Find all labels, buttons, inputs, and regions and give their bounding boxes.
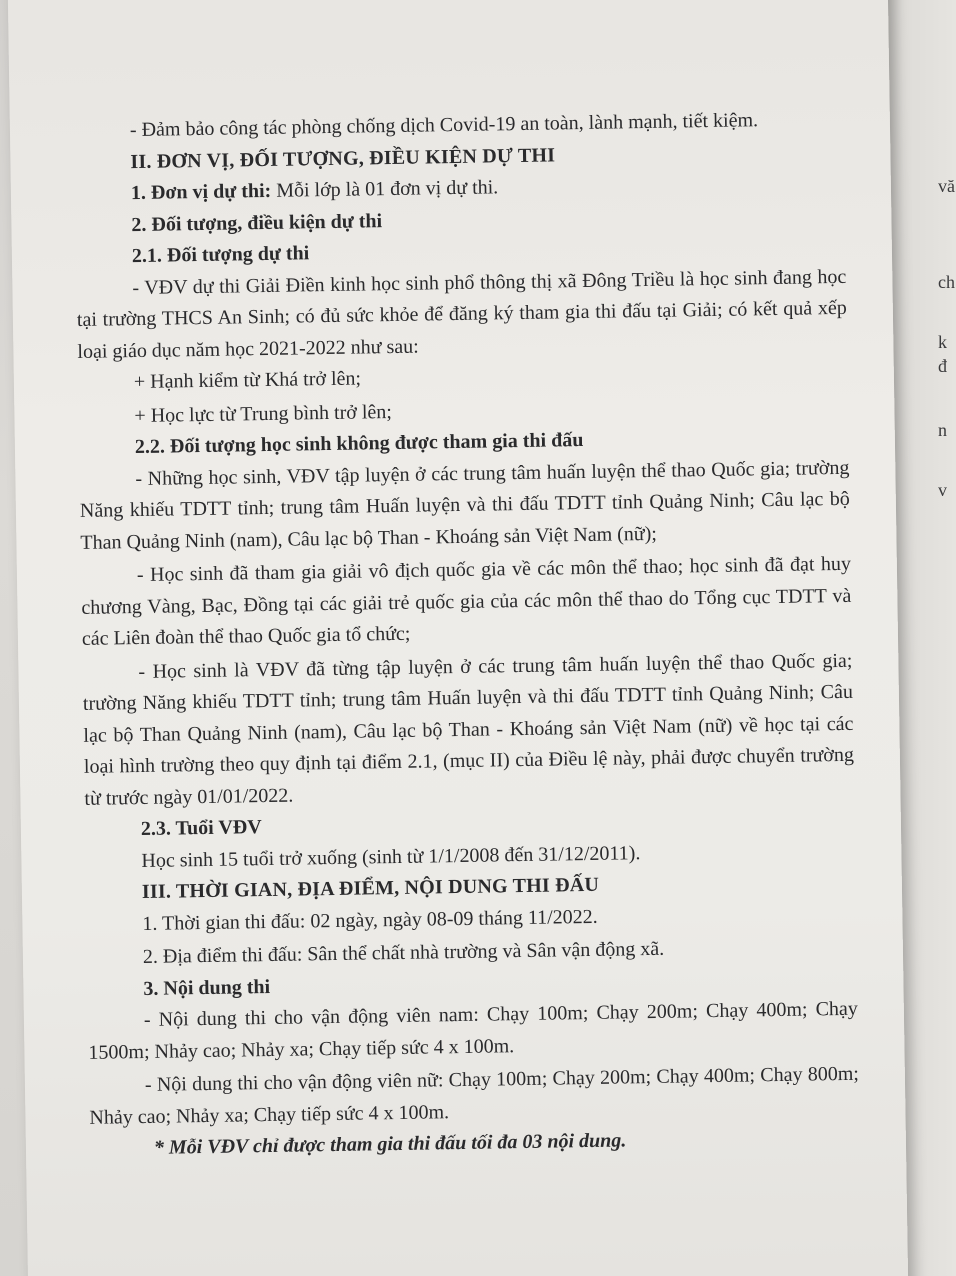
- condition-conduct: + Hạnh kiểm từ Khá trở lên;: [133, 367, 362, 394]
- item-2-1-text: - VĐV dự thi Giải Điền kinh học sinh phổ thông thị xã Đông Triều là học sinh đang học tại trường THCS An Sinh; có đủ sức khỏe để đăng ký tham gia thi đấu tại Giải; có kết quả xếp loại giáo dục năm học 2021-2022 như sau:: [76, 265, 848, 363]
- exclusion-2: - Học sinh đã tham gia giải vô địch quốc gia về các môn thể thao; học sinh đã đạt huy chương Vàng, Bạc, Đồng tại các giải trẻ quốc gia của các môn thể thao do Tổng cục TDTT và các Liên đoàn thể thao Quốc gia tổ chức;: [81, 552, 852, 650]
- content-male: - Nội dung thi cho vận động viên nam: Chạy 100m; Chạy 200m; Chạy 400m; Chạy 1500m; Nhảy cao; Nhảy xa; Chạy tiếp sức 4 x 100m.: [88, 997, 859, 1064]
- paragraph-covid: - Đảm bảo công tác phòng chống dịch Covid-19 an toàn, lành mạnh, tiết kiệm.: [129, 109, 759, 142]
- document-body: [74, 104, 860, 1165]
- exclusion-1: - Những học sinh, VĐV tập luyện ở các trung tâm huấn luyện thể thao Quốc gia; trường Năng khiếu TDTT tỉnh; trung tâm Huấn luyện và thi đấu TDTT tỉnh Quảng Ninh; Câu lạc bộ Than Quảng Ninh (nam), Câu lạc bộ Than - Khoáng sản Việt Nam (nữ);: [79, 456, 851, 554]
- adjacent-page-fragment: ch: [938, 272, 955, 292]
- condition-academic: + Học lực từ Trung bình trở lên;: [134, 400, 392, 427]
- adjacent-page-fragment: v: [938, 480, 947, 500]
- adjacent-page-fragment: n: [938, 420, 947, 440]
- exclusion-3: - Học sinh là VĐV đã từng tập luyện ở các trung tâm huấn luyện thể thao Quốc gia; trường Năng khiếu TDTT tỉnh; trung tâm Huấn luyện và thi đấu TDTT tỉnh Quảng Ninh; Câu lạc bộ Than Quảng Ninh (nam), Câu lạc bộ Than - Khoáng sản Việt Nam (nữ) về học tại các loại hình trường theo quy định tại điểm 2.1, (mục II) của Điều lệ này, phải được chuyển trường từ trước ngày 01/01/2022.: [82, 649, 855, 810]
- section-3-item-1: 1. Thời gian thi đấu: 02 ngày, ngày 08-09 tháng 11/2022.: [142, 905, 598, 935]
- document-page: [7, 0, 908, 1276]
- section-3-item-3-heading: 3. Nội dung thi: [143, 975, 271, 1000]
- item-2-3-text: Học sinh 15 tuổi trở xuống (sinh từ 1/1/2008 đến 31/12/2011).: [141, 841, 641, 872]
- item-1-text: Mỗi lớp là 01 đơn vị dự thi.: [271, 176, 499, 202]
- adjacent-page-fragment: k: [938, 332, 947, 352]
- item-2-2-heading: 2.2. Đối tượng học sinh không được tham gia thi đấu: [134, 429, 584, 459]
- item-1-label: 1. Đơn vị dự thi:: [130, 179, 272, 205]
- content-female: - Nội dung thi cho vận động viên nữ: Chạy 100m; Chạy 200m; Chạy 400m; Chạy 800m; Nhảy cao; Nhảy xa; Chạy tiếp sức 4 x 100m.: [89, 1062, 860, 1129]
- adjacent-page-fragment: vă: [938, 176, 955, 196]
- section-2-heading: II. ĐƠN VỊ, ĐỐI TƯỢNG, ĐIỀU KIỆN DỰ THI: [130, 143, 556, 173]
- section-3-item-2: 2. Địa điểm thi đấu: Sân thể chất nhà trường và Sân vận động xã.: [142, 937, 665, 968]
- item-2-heading: 2. Đối tượng, điều kiện dự thi: [131, 209, 383, 236]
- adjacent-page-fragment: đ: [938, 356, 947, 376]
- item-2-3-heading: 2.3. Tuổi VĐV: [140, 816, 262, 841]
- section-3-heading: III. THỜI GIAN, ĐỊA ĐIỂM, NỘI DUNG THI ĐẤU: [141, 873, 600, 903]
- note-max-events: * Mỗi VĐV chỉ được tham gia thi đấu tối đa 03 nội dung.: [153, 1129, 627, 1159]
- item-2-1-heading: 2.1. Đối tượng dự thi: [131, 242, 310, 268]
